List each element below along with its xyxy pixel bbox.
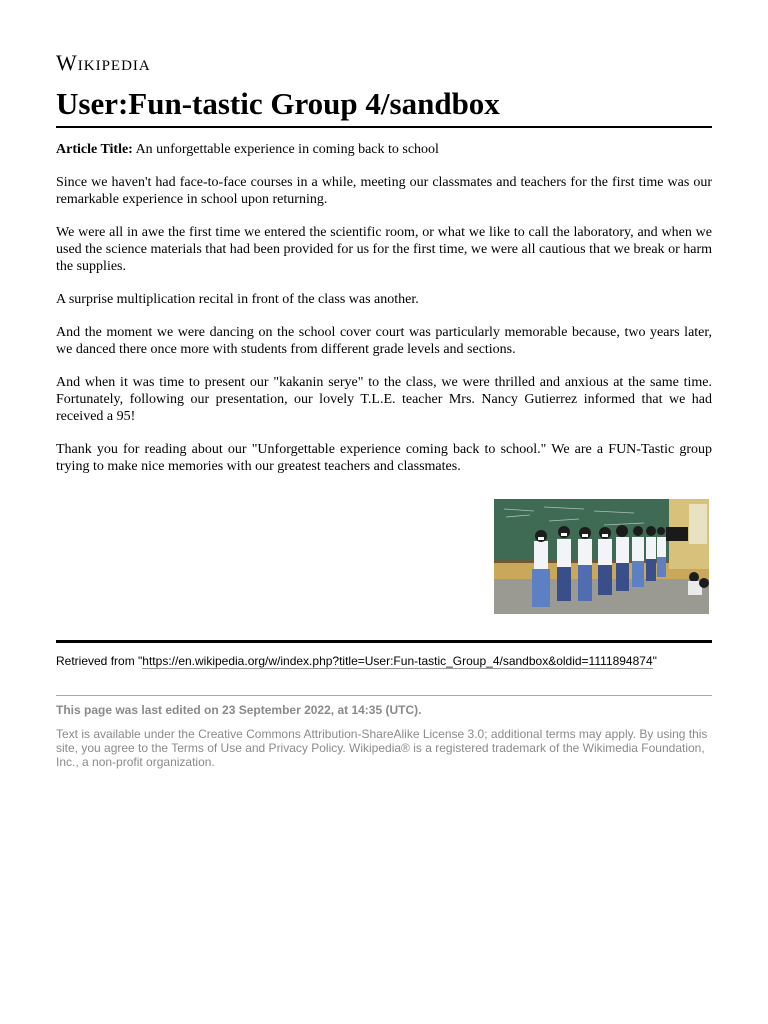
article-title-line: [56, 141, 712, 158]
article-body: [56, 141, 712, 491]
license-text: Text is available under the Creative Commons Attribution-ShareAlike License 3.0; additional terms may apply. By using this site, you agree to the Terms of Use and Privacy Policy. Wikipedia® is a registered trademark of the Wikimedia Foundation, Inc., a non-profit organization.: [56, 727, 708, 769]
article-title-label: Article Title:: [56, 142, 133, 157]
paragraph-6: Thank you for reading about our "Unforgettable experience coming back to school." We are a FUN-Tastic group trying to make nice memories with our greatest teachers and classmates.: [56, 442, 712, 474]
paragraph-3: A surprise multiplication recital in front of the class was another.: [56, 292, 419, 307]
footer-divider: [56, 640, 712, 643]
retrieved-url-link[interactable]: https://en.wikipedia.org/w/index.php?title=User:Fun-tastic_Group_4/sandbox&oldid=1111894874: [142, 654, 653, 668]
paragraph-2: We were all in awe the first time we entered the scientific room, or what we like to call the laboratory, and when we used the science materials that had been provided for us for the first time, we were all cautious that we break or harm the supplies.: [56, 225, 712, 274]
last-edited-text: This page was last edited on 23 September 2022, at 14:35 (UTC).: [56, 703, 422, 717]
retrieved-from: [56, 653, 712, 669]
classroom-photo-image: [494, 499, 709, 614]
footer-thin-divider: [56, 695, 712, 696]
retrieved-prefix: Retrieved from ": [56, 654, 143, 668]
page-title: User:Fun-tastic Group 4/sandbox: [56, 84, 712, 128]
wikipedia-logo[interactable]: Wikipedia: [56, 50, 151, 75]
classroom-photo[interactable]: [494, 499, 709, 614]
paragraph-1: Since we haven't had face-to-face courses in a while, meeting our classmates and teachers for the first time was our remarkable experience in school upon returning.: [56, 175, 712, 207]
retrieved-suffix: ": [652, 654, 657, 668]
paragraph-5: And when it was time to present our "kakanin serye" to the class, we were thrilled and anxious at the same time. Fortunately, following our presentation, our lovely T.L.E. teacher Mrs. Nancy Gutierrez informed that we had received a 95!: [56, 375, 712, 424]
article-title-value: An unforgettable experience in coming back to school: [132, 142, 439, 157]
paragraph-4: And the moment we were dancing on the school cover court was particularly memorable because, two years later, we danced there once more with students from different grade levels and sections.: [56, 325, 712, 357]
